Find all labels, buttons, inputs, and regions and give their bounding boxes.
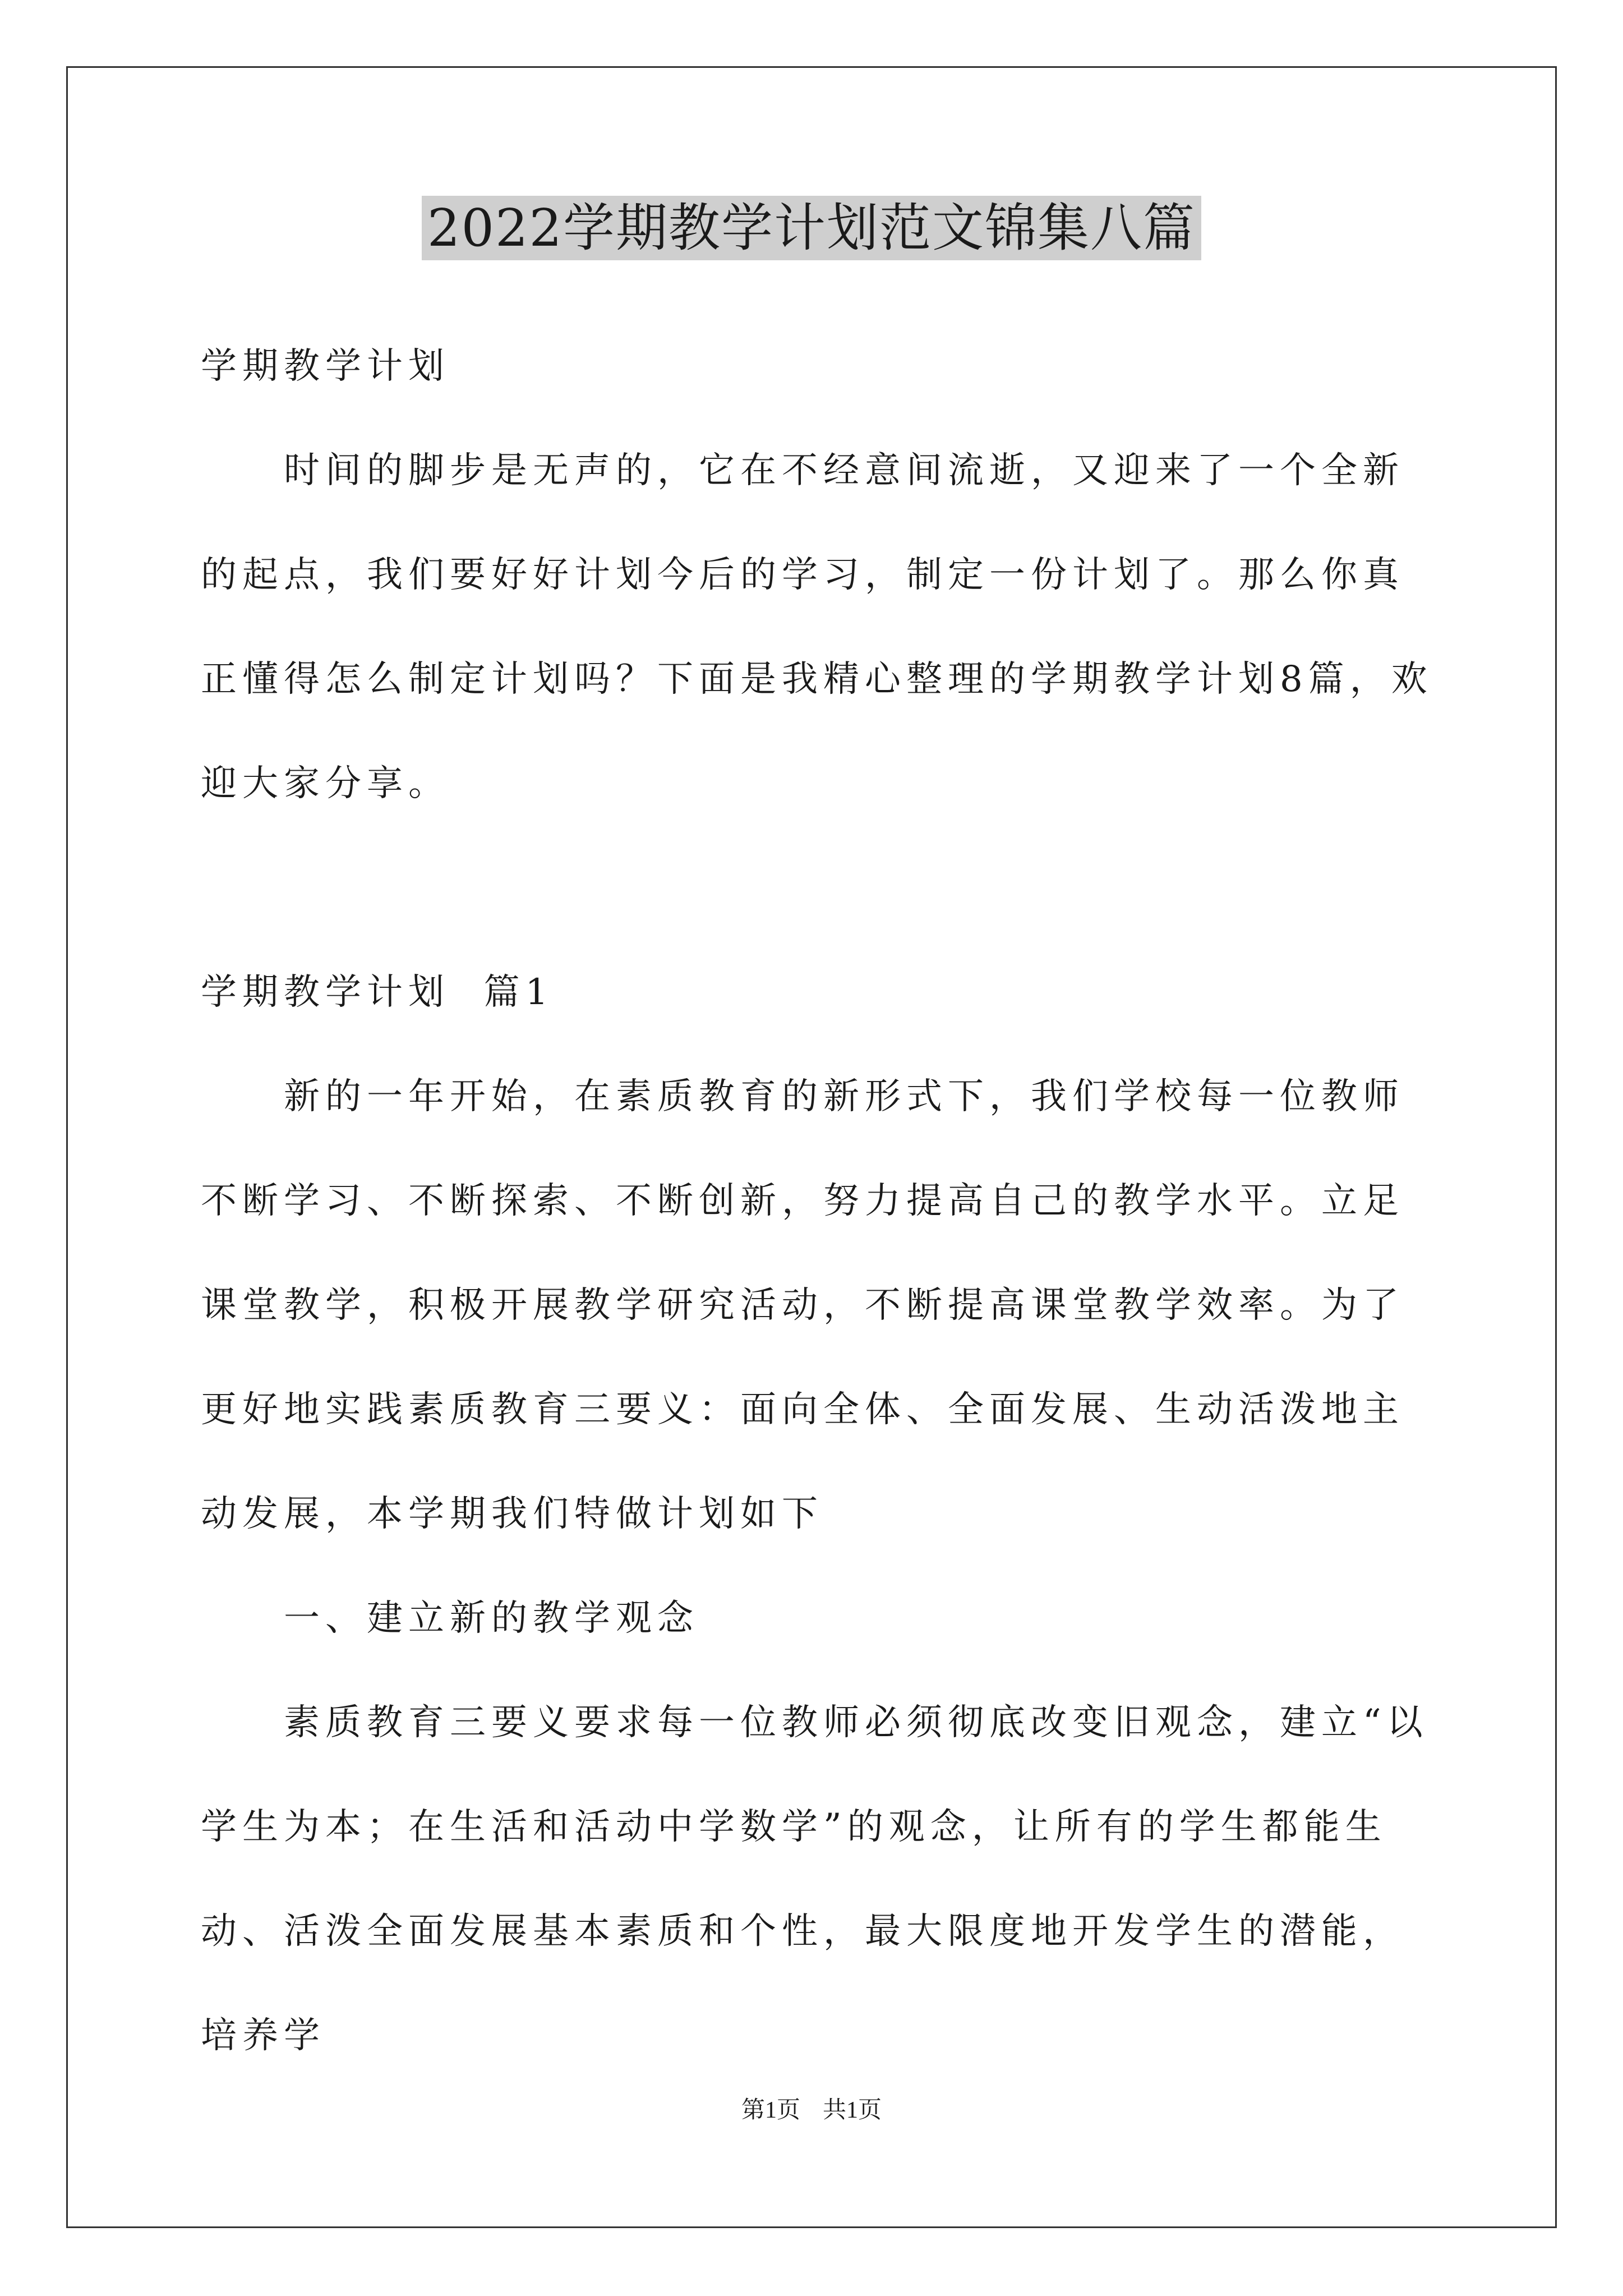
- subheading-1: 一、建立新的教学观念: [284, 1598, 699, 1639]
- document-title: [0, 197, 1623, 259]
- page-footer: [0, 2096, 1623, 2124]
- intro-paragraph: 时间的脚步是无声的，它在不经意间流逝，又迎来了一个全新的起点，我们要好好计划今后的学习，制定一份计划了。那么你真正懂得怎么制定计划吗？下面是我精心整理的学期教学计划8篇，欢迎大家分享。: [201, 450, 1433, 804]
- paragraph-spacer: [201, 836, 1440, 940]
- page-total: 共1页: [823, 2097, 882, 2123]
- document-title-text: 2022学期教学计划范文锦集八篇: [422, 196, 1201, 260]
- document-body: [201, 314, 1440, 2088]
- section-heading: 学期教学计划: [201, 346, 450, 387]
- page-number: 第1页: [741, 2097, 800, 2123]
- part1-paragraph-2: 素质教育三要义要求每一位教师必须彻底改变旧观念，建立“以学生为本；在生活和活动中学数学”的观念，让所有的学生都能生动、活泼全面发展基本素质和个性，最大限度地开发学生的潜能，培养学: [201, 1702, 1428, 2056]
- part1-paragraph-1: 新的一年开始，在素质教育的新形式下，我们学校每一位教师不断学习、不断探索、不断创新，努力提高自己的教学水平。立足课堂教学，积极开展教学研究活动，不断提高课堂教学效率。为了更好地实践素质教育三要义：面向全体、全面发展、生动活泼地主动发展，本学期我们特做计划如下: [201, 1076, 1404, 1535]
- part1-heading: 学期教学计划 篇1: [201, 972, 554, 1013]
